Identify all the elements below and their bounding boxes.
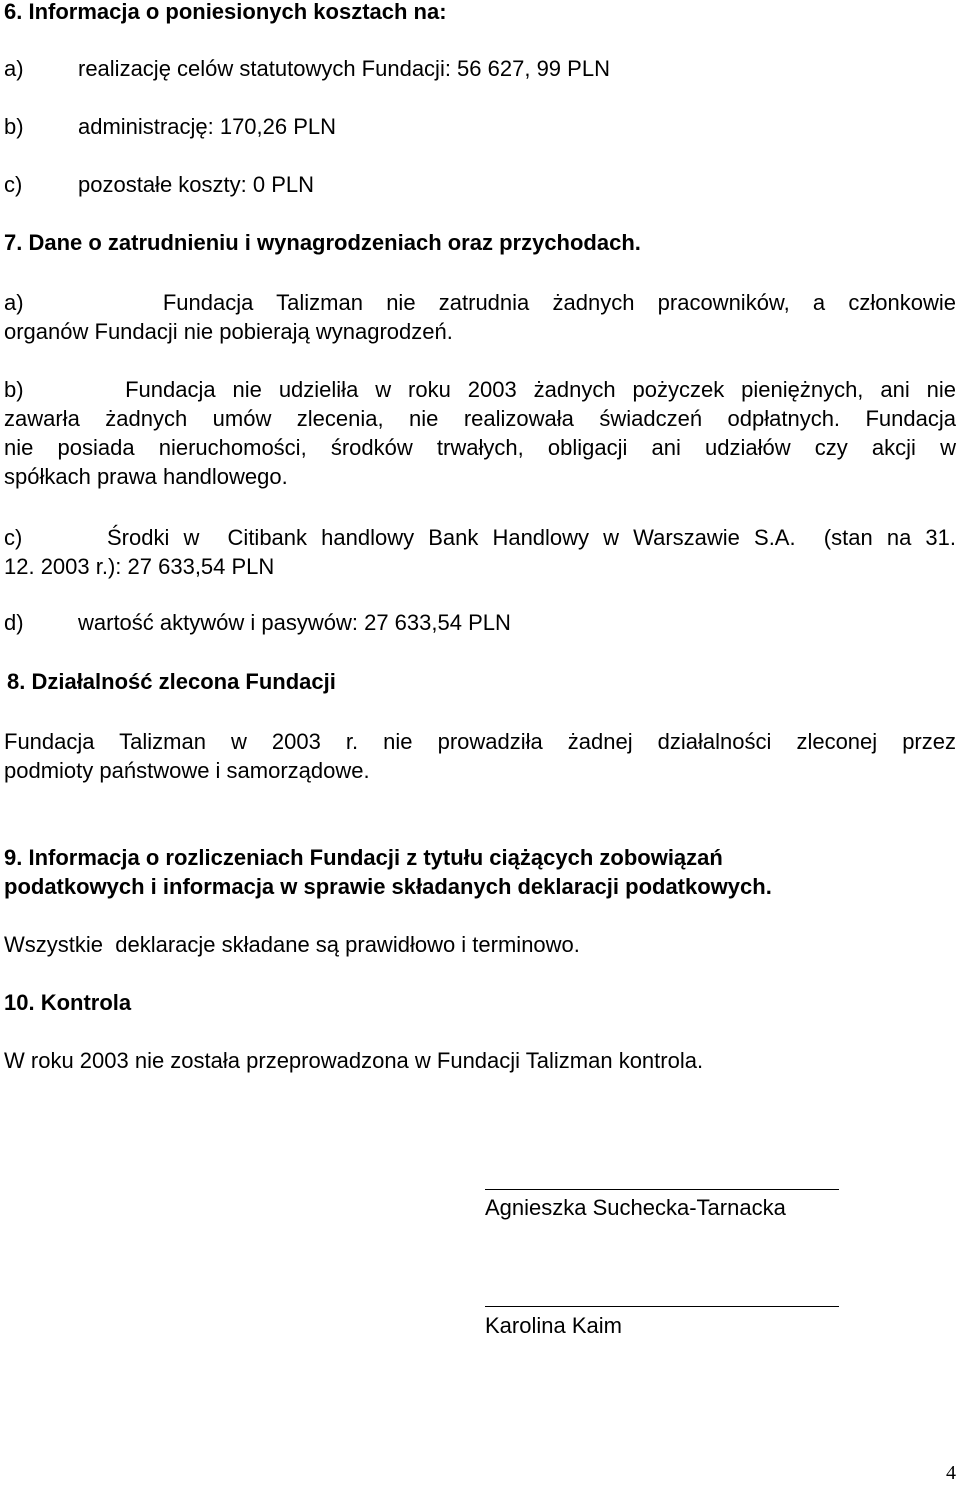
cost-item-c <box>4 172 314 198</box>
employment-b-line3: nie posiada nieruchomości, środków trwałych, obligacji ani udziałów czy akcji w <box>4 435 956 460</box>
employment-a-line1: a) Fundacja Talizman nie zatrudnia żadnych pracowników, a członkowie <box>4 290 956 315</box>
signatory-name-1: Agnieszka Suchecka-Tarnacka <box>485 1195 786 1220</box>
signature-line-2 <box>485 1306 839 1307</box>
section-10-heading: 10. Kontrola <box>4 990 132 1015</box>
section-8-line1: Fundacja Talizman w 2003 r. nie prowadziła żadnej działalności zleconej przez <box>4 729 956 754</box>
signatory-name-2: Karolina Kaim <box>485 1313 622 1338</box>
signature-line-1 <box>485 1189 839 1190</box>
cost-item-a-label: a) <box>4 56 24 81</box>
employment-d-label: d) <box>4 610 24 635</box>
employment-d-text: wartość aktywów i pasywów: 27 633,54 PLN <box>78 610 511 635</box>
section-9-heading-line2: podatkowych i informacja w sprawie składanych deklaracji podatkowych. <box>4 874 772 899</box>
section-8-heading: 8. Działalność zlecona Fundacji <box>7 669 336 694</box>
section-9-text: Wszystkie deklaracje składane są prawidłowo i terminowo. <box>4 932 580 957</box>
cost-item-b <box>4 114 336 140</box>
page-number: 4 <box>946 1462 956 1484</box>
section-8-line2: podmioty państwowe i samorządowe. <box>4 758 370 783</box>
section-10-text: W roku 2003 nie została przeprowadzona w Fundacji Talizman kontrola. <box>4 1048 704 1073</box>
cost-item-b-text: administrację: 170,26 PLN <box>78 114 337 139</box>
section-6-heading: 6. Informacja o poniesionych kosztach na: <box>4 0 447 24</box>
employment-d <box>4 610 511 636</box>
cost-item-c-text: pozostałe koszty: 0 PLN <box>78 172 315 197</box>
employment-b-line2: zawarła żadnych umów zlecenia, nie realizowała świadczeń odpłatnych. Fundacja <box>4 406 956 431</box>
cost-item-a <box>4 56 610 82</box>
employment-c-line1: c) Środki w Citibank handlowy Bank Handlowy w Warszawie S.A. (stan na 31. <box>4 525 956 550</box>
employment-c-line2: 12. 2003 r.): 27 633,54 PLN <box>4 554 275 579</box>
cost-item-a-text: realizację celów statutowych Fundacji: 56 627, 99 PLN <box>78 56 610 81</box>
cost-item-b-label: b) <box>4 114 24 139</box>
section-7-heading: 7. Dane o zatrudnieniu i wynagrodzeniach oraz przychodach. <box>4 230 641 255</box>
employment-b-line4: spółkach prawa handlowego. <box>4 464 288 489</box>
employment-b-line1: b) Fundacja nie udzieliła w roku 2003 żadnych pożyczek pieniężnych, ani nie <box>4 377 956 402</box>
cost-item-c-label: c) <box>4 172 23 197</box>
section-9-heading-line1: 9. Informacja o rozliczeniach Fundacji z tytułu ciążących zobowiązań <box>4 845 723 870</box>
employment-a-line2: organów Fundacji nie pobierają wynagrodzeń. <box>4 319 453 344</box>
